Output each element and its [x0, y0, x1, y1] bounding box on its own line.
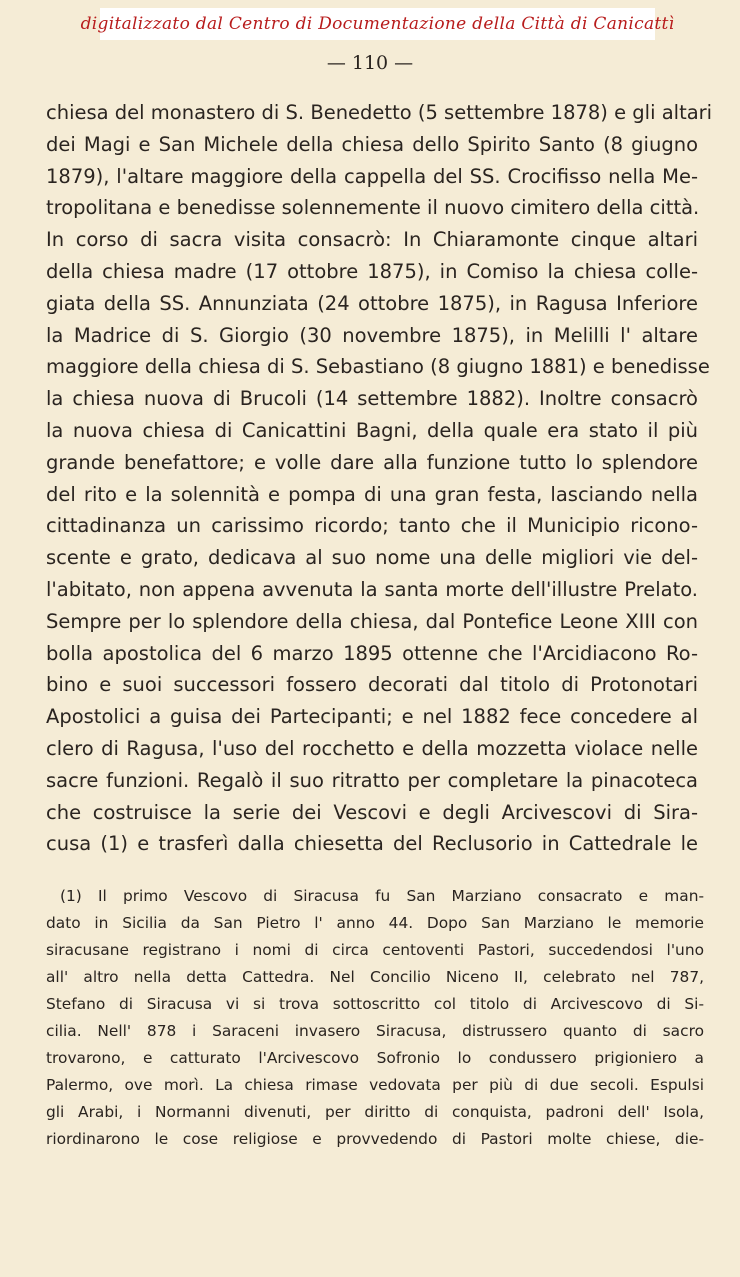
body-line: scente e grato, dedicava al suo nome una delle migliori vie del-: [46, 546, 698, 570]
footnote-line: (1) Il primo Vescovo di Siracusa fu San Marziano consacrato e man-: [60, 887, 704, 905]
footnote-line: siracusane registrano i nomi di circa centoventi Pastori, succedendosi l'uno: [46, 941, 704, 959]
body-text: [46, 97, 713, 860]
watermark-banner: [80, 8, 675, 40]
body-line: che costruisce la serie dei Vescovi e degli Arcivescovi di Sira-: [46, 800, 698, 824]
watermark-text: digitalizzato dal Centro di Documentazione della Città di Canicattì: [80, 14, 675, 34]
footnote-line: dato in Sicilia da San Pietro l' anno 44. Dopo San Marziano le memorie: [46, 914, 704, 932]
body-line: la chiesa nuova di Brucoli (14 settembre 1882). Inoltre consacrò: [46, 387, 698, 411]
body-line: Apostolici a guisa dei Partecipanti; e nel 1882 fece concedere al: [46, 705, 698, 729]
body-line: 1879), l'altare maggiore della cappella del SS. Crocifisso nella Me-: [46, 164, 698, 188]
page-number: — 110 —: [326, 52, 414, 74]
footnote-line: cilia. Nell' 878 i Saraceni invasero Siracusa, distrussero quanto di sacro: [46, 1022, 704, 1040]
body-line: la nuova chiesa di Canicattini Bagni, della quale era stato il più: [46, 418, 698, 442]
body-line: bolla apostolica del 6 marzo 1895 ottenne che l'Arcidiacono Ro-: [46, 641, 698, 665]
body-line: della chiesa madre (17 ottobre 1875), in Comiso la chiesa colle-: [46, 259, 698, 283]
body-line: maggiore della chiesa di S. Sebastiano (8 giugno 1881) e benedisse: [46, 355, 710, 379]
footnote-line: riordinarono le cose religiose e provvedendo di Pastori molte chiese, die-: [46, 1130, 704, 1148]
body-line: l'abitato, non appena avvenuta la santa morte dell'illustre Prelato.: [46, 577, 698, 601]
footnote-line: Stefano di Siracusa vi si trova sottoscritto col titolo di Arcivescovo di Si-: [46, 995, 704, 1013]
body-line: giata della SS. Annunziata (24 ottobre 1875), in Ragusa Inferiore: [46, 291, 698, 315]
body-line: In corso di sacra visita consacrò: In Chiaramonte cinque altari: [46, 228, 698, 252]
footnote-line: gli Arabi, i Normanni divenuti, per diritto di conquista, padroni dell' Isola,: [46, 1103, 704, 1121]
body-line: clero di Ragusa, l'uso del rocchetto e della mozzetta violace nelle: [46, 736, 698, 760]
body-line: cittadinanza un carissimo ricordo; tanto che il Municipio ricono-: [46, 514, 698, 538]
body-line: dei Magi e San Michele della chiesa dello Spirito Santo (8 giugno: [46, 132, 698, 156]
body-line: grande benefattore; e volle dare alla funzione tutto lo splendore: [46, 450, 698, 474]
body-line: Sempre per lo splendore della chiesa, dal Pontefice Leone XIII con: [46, 609, 698, 633]
body-line: del rito e la solennità e pompa di una gran festa, lasciando nella: [46, 482, 698, 506]
footnote-line: trovarono, e catturato l'Arcivescovo Sofronio lo condussero prigioniero a: [46, 1049, 704, 1067]
body-line: bino e suoi successori fossero decorati dal titolo di Protonotari: [46, 673, 698, 697]
body-line: sacre funzioni. Regalò il suo ritratto per completare la pinacoteca: [46, 768, 698, 792]
footnote: [46, 883, 704, 1153]
body-line: tropolitana e benedisse solennemente il nuovo cimitero della città.: [46, 196, 700, 220]
body-line: la Madrice di S. Giorgio (30 novembre 1875), in Melilli l' altare: [46, 323, 698, 347]
body-line: cusa (1) e trasferì dalla chiesetta del Reclusorio in Cattedrale le: [46, 832, 698, 856]
footnote-line: all' altro nella detta Cattedra. Nel Concilio Niceno II, celebrato nel 787,: [46, 968, 704, 986]
body-line: chiesa del monastero di S. Benedetto (5 settembre 1878) e gli altari: [46, 101, 713, 124]
footnote-line: Palermo, ove morì. La chiesa rimase vedovata per più di due secoli. Espulsi: [46, 1076, 704, 1094]
